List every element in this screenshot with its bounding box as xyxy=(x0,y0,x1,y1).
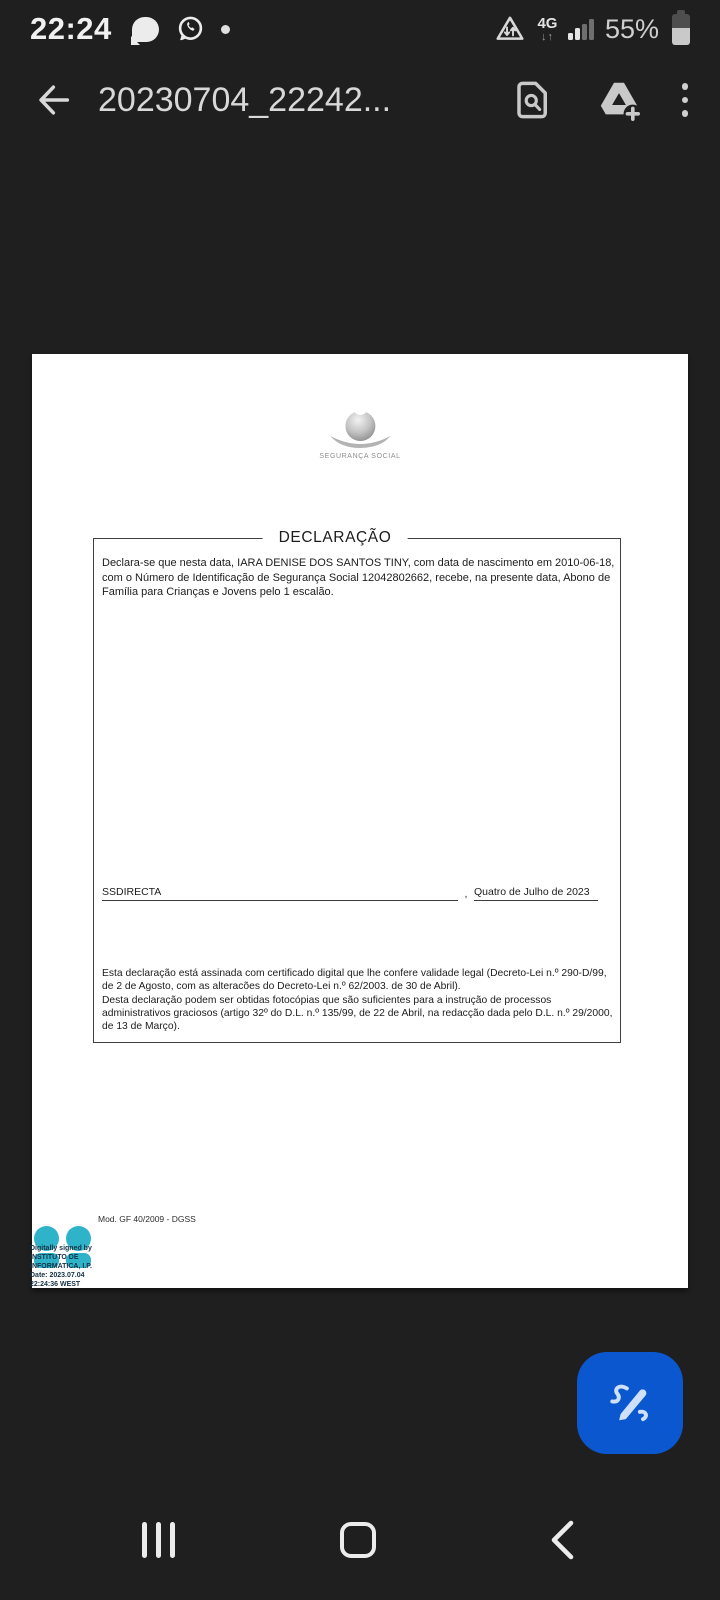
battery-percentage: 55% xyxy=(604,13,659,44)
mobile-network-indicator: 4G ↓↑ xyxy=(537,14,558,43)
logo-caption: SEGURANÇA SOCIAL xyxy=(319,453,401,460)
date-signature-line: Quatro de Julho de 2023 xyxy=(474,886,598,901)
status-bar xyxy=(0,0,720,58)
annotate-sign-fab[interactable] xyxy=(577,1352,683,1454)
navigate-back-button[interactable] xyxy=(522,1500,602,1580)
overflow-menu-icon xyxy=(682,83,689,90)
seguranca-social-logo xyxy=(319,408,400,460)
battery-icon xyxy=(672,14,690,45)
back-arrow-icon xyxy=(30,79,72,121)
back-chevron-icon xyxy=(547,1517,577,1563)
google-drive-add-icon xyxy=(596,77,642,123)
more-notifications-dot-icon xyxy=(221,25,230,34)
legal-paragraph-1: Esta declaração está assinada com certificado digital que lhe confere validade legal (Decreto-Lei n.º 290-D/99, de 2 de Agosto, com as alteracões do Decreto-Lei n.º 62/2003. de 30 de Abril). xyxy=(102,968,607,993)
app-bar xyxy=(0,58,720,142)
more-options-button[interactable] xyxy=(676,77,695,123)
back-button[interactable] xyxy=(22,71,80,129)
find-in-page-icon xyxy=(512,79,554,121)
legal-notes xyxy=(102,967,616,1033)
signal-strength-icon xyxy=(568,19,594,40)
issuer-signature-line: SSDIRECTA xyxy=(102,886,458,901)
declaration-box xyxy=(93,529,621,1043)
clock: 22:24 xyxy=(30,11,112,46)
notification-icons xyxy=(132,14,230,44)
navigation-bar xyxy=(0,1485,720,1600)
pdf-page[interactable] xyxy=(32,354,688,1288)
signature-separator: , xyxy=(464,888,468,900)
document-title: 20230704_22242... xyxy=(98,80,392,119)
messages-notification-icon xyxy=(132,17,159,42)
signature-pen-icon xyxy=(605,1378,655,1428)
recents-icon xyxy=(142,1522,147,1558)
recents-button[interactable] xyxy=(118,1500,198,1580)
form-reference: Mod. GF 40/2009 - DGSS xyxy=(98,1214,196,1224)
network-activity-icon: ↓↑ xyxy=(540,30,554,43)
app-bar-actions xyxy=(504,69,695,131)
stamp-text: Digitally signed by INSTITUTO DE INFORMATICA, I.P. Date: 2023.07.04 22:24:36 WEST xyxy=(30,1245,92,1288)
data-saver-icon xyxy=(494,13,526,45)
declaration-title: DECLARAÇÃO xyxy=(263,529,408,547)
system-status-icons xyxy=(494,13,690,45)
whatsapp-notification-icon xyxy=(175,14,205,44)
home-icon xyxy=(340,1522,376,1558)
add-to-drive-button[interactable] xyxy=(588,69,650,131)
signature-row xyxy=(102,886,598,901)
digital-signature-stamp xyxy=(28,1224,138,1288)
home-button[interactable] xyxy=(318,1500,398,1580)
find-in-document-button[interactable] xyxy=(504,71,562,129)
legal-paragraph-2: Desta declaração podem ser obtidas fotocópias que são suficientes para a instrução de processos administrativos graciosos (artigo 32º do D.L. n.º 135/99, de 22 de Abril, na redacção dada pelo D.L. n.º 29/2000, de 13 de Março). xyxy=(102,994,613,1033)
declaration-body: Declara-se que nesta data, IARA DENISE DOS SANTOS TINY, com data de nascimento em 2010-06-18, com o Número de Identificação de Segurança Social 12042802662, recebe, na presente data, Abono de Família para Crianças e Jovens pelo 1 escalão. xyxy=(102,557,615,599)
